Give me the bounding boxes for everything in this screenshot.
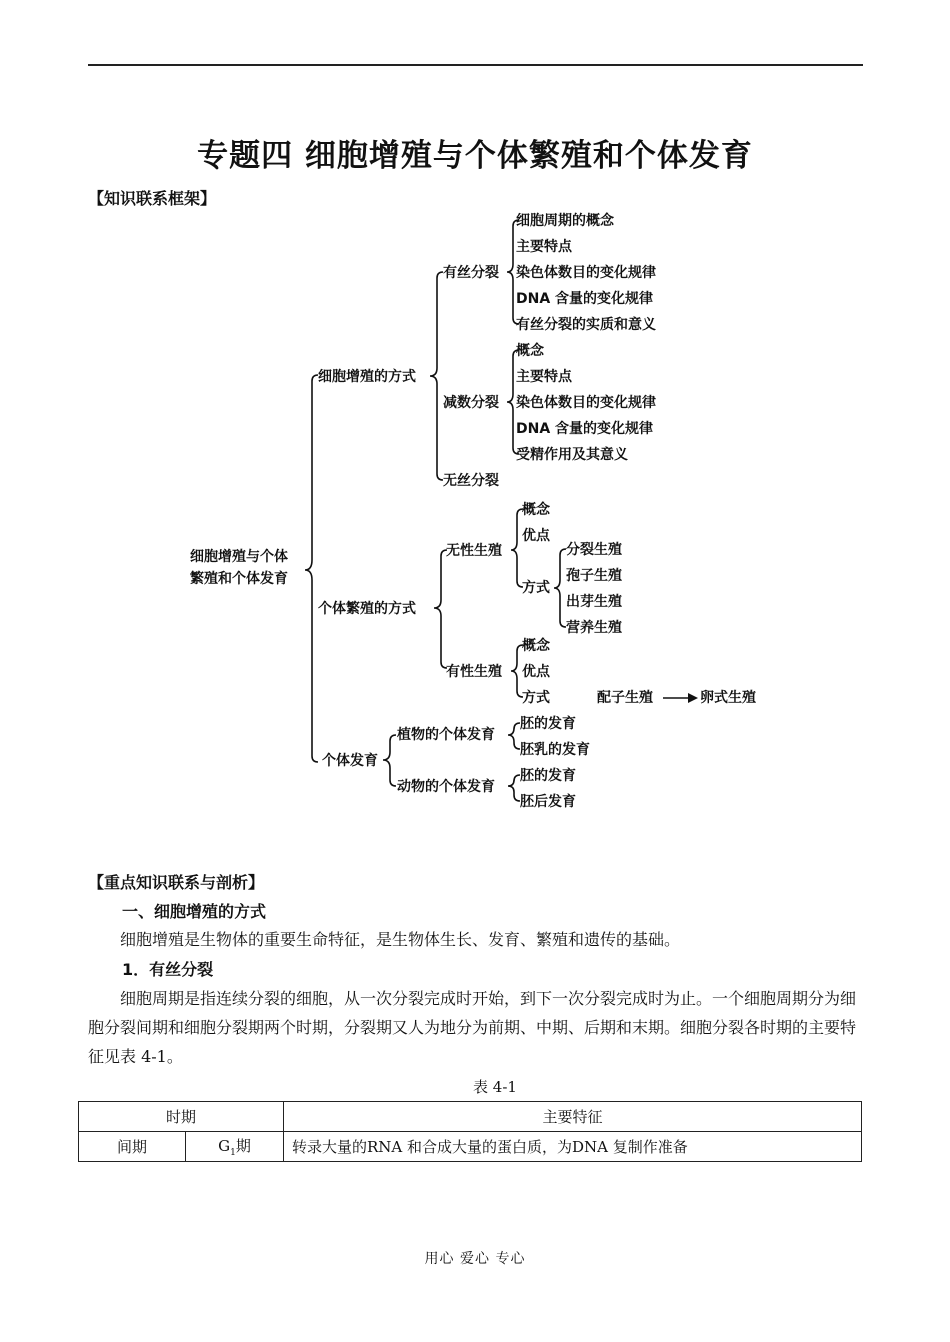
- node-mitosis: 有丝分裂: [443, 265, 499, 281]
- meiosis-item: 概念: [516, 343, 544, 359]
- table-caption: 表 4-1: [473, 1078, 517, 1096]
- gamete-reproduction: 配子生殖: [597, 690, 653, 706]
- meiosis-item: 主要特点: [516, 369, 572, 385]
- framework-heading: 【知识联系框架】: [88, 189, 217, 208]
- page-title: 专题四 细胞增殖与个体繁殖和个体发育: [197, 138, 753, 174]
- root-label-line1: 细胞增殖与个体: [190, 549, 288, 565]
- sexual-item: 优点: [522, 664, 550, 680]
- cell-phase: 间期: [79, 1132, 186, 1162]
- animal-dev-item: 胚后发育: [520, 794, 576, 810]
- asexual-way: 孢子生殖: [566, 568, 622, 584]
- plant-dev-item: 胚的发育: [520, 716, 576, 732]
- meiosis-item: 染色体数目的变化规律: [516, 395, 656, 411]
- sub1-paragraph: 细胞周期是指连续分裂的细胞，从一次分裂完成时开始，到下一次分裂完成时为止。一个细胞周期分为细胞分裂间期和细胞分裂期两个时期，分裂期又人为地分为前期、中期、后期和末期。细胞分裂各时期的主要特征见表 4-1。: [88, 989, 857, 1066]
- branch-development: 个体发育: [322, 753, 378, 769]
- node-plant-development: 植物的个体发育: [397, 727, 495, 743]
- plant-dev-item: 胚乳的发育: [520, 742, 590, 758]
- header-period: 时期: [79, 1102, 284, 1132]
- mitosis-item: 染色体数目的变化规律: [516, 265, 656, 281]
- meiosis-item: 受精作用及其意义: [516, 447, 628, 463]
- mitosis-item: DNA 含量的变化规律: [516, 291, 654, 307]
- asexual-way: 营养生殖: [566, 620, 622, 636]
- mitosis-item: 有丝分裂的实质和意义: [516, 317, 656, 333]
- node-asexual: 无性生殖: [446, 543, 502, 559]
- cell-feature: 转录大量的RNA 和合成大量的蛋白质，为DNA 复制作准备: [284, 1132, 862, 1162]
- asexual-way: 出芽生殖: [566, 594, 622, 610]
- node-amitosis: 无丝分裂: [443, 473, 499, 489]
- header-feature: 主要特征: [284, 1102, 862, 1132]
- meiosis-item: DNA 含量的变化规律: [516, 421, 654, 437]
- node-animal-development: 动物的个体发育: [397, 779, 495, 795]
- asexual-item: 方式: [522, 580, 550, 596]
- header-rule: [88, 64, 863, 66]
- asexual-item: 优点: [522, 528, 550, 544]
- sub1-heading: 1．有丝分裂: [122, 960, 214, 979]
- sexual-item: 概念: [522, 638, 550, 654]
- cell-subphase: $G_1$期: [186, 1132, 284, 1162]
- table-header-row: [79, 1102, 862, 1132]
- mitosis-item: 主要特点: [516, 239, 572, 255]
- oogamy: 卵式生殖: [700, 690, 756, 706]
- node-sexual: 有性生殖: [446, 664, 502, 680]
- table-row: [79, 1132, 862, 1162]
- knowledge-framework-diagram: [0, 200, 950, 820]
- branch-cell-proliferation: 细胞增殖的方式: [318, 369, 416, 385]
- root-label-line2: 繁殖和个体发育: [190, 571, 288, 587]
- branch-reproduction: 个体繁殖的方式: [318, 601, 416, 617]
- analysis-heading: 【重点知识联系与剖析】: [88, 873, 265, 892]
- section1-intro: 细胞增殖是生物体的重要生命特征，是生物体生长、发育、繁殖和遗传的基础。: [120, 930, 681, 949]
- page-footer: 用心 爱心 专心: [424, 1251, 526, 1267]
- sexual-item: 方式: [522, 690, 550, 706]
- section1-heading: 一、细胞增殖的方式: [122, 902, 267, 921]
- asexual-way: 分裂生殖: [566, 542, 622, 558]
- node-meiosis: 减数分裂: [443, 395, 499, 411]
- asexual-item: 概念: [522, 502, 550, 518]
- animal-dev-item: 胚的发育: [520, 768, 576, 784]
- mitosis-item: 细胞周期的概念: [516, 213, 614, 229]
- table-4-1: [78, 1101, 862, 1162]
